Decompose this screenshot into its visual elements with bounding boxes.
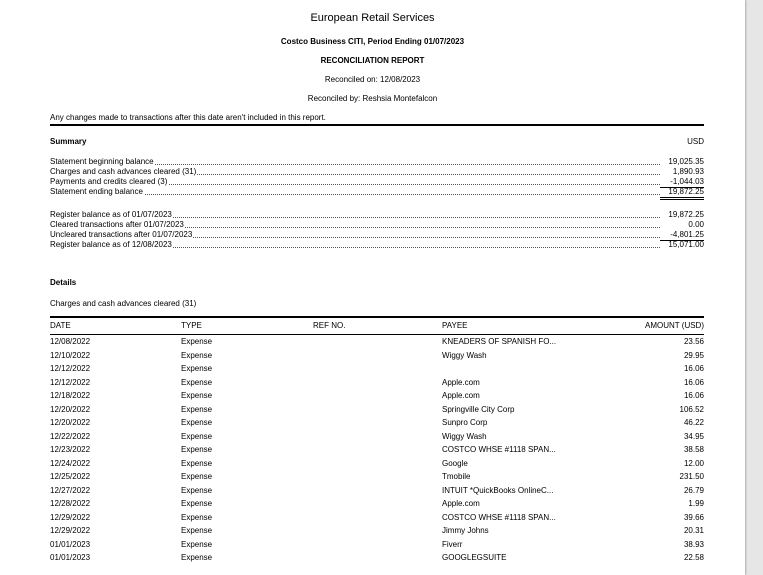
table-row: [50, 430, 704, 444]
cell-type: Expense: [181, 499, 213, 508]
cell-type: Expense: [181, 418, 213, 427]
table-row: [50, 470, 704, 484]
cell-type: Expense: [181, 431, 213, 441]
table-row: [50, 362, 704, 376]
summary-row: [50, 157, 704, 167]
summary-label: Statement beginning balance: [50, 157, 154, 166]
cell-date: 12/29/2022: [50, 512, 91, 522]
cell-date: 01/01/2023: [50, 553, 91, 562]
cell-payee: Apple.com: [442, 391, 480, 400]
cell-date: 12/29/2022: [50, 526, 91, 535]
cell-amount: 1.99: [688, 499, 704, 508]
table-header: [50, 316, 704, 335]
table-row: [50, 349, 704, 363]
cell-type: Expense: [181, 350, 213, 360]
cell-payee: Springville City Corp: [442, 404, 515, 414]
cell-type: Expense: [181, 553, 213, 562]
cell-date: 01/01/2023: [50, 539, 91, 549]
summary-row-total: [50, 187, 704, 197]
cell-amount: 26.79: [683, 485, 704, 495]
currency-label: USD: [687, 137, 704, 146]
cell-payee: Tmobile: [442, 472, 471, 481]
table-row: [50, 457, 704, 471]
cell-date: 12/20/2022: [50, 404, 91, 414]
cell-amount: 29.95: [683, 350, 704, 360]
cell-type: Expense: [181, 445, 213, 454]
table-row: [50, 389, 704, 403]
cell-payee: Wiggy Wash: [442, 350, 487, 360]
cell-amount: 12.00: [683, 458, 704, 468]
cell-date: 12/08/2022: [50, 337, 91, 346]
summary-label: Cleared transactions after 01/07/2023: [50, 220, 184, 229]
cell-date: 12/20/2022: [50, 418, 91, 427]
summary-amount: 0.00: [688, 220, 704, 229]
cell-date: 12/23/2022: [50, 445, 91, 454]
cell-payee: Jimmy Johns: [442, 526, 489, 535]
summary-label: Payments and credits cleared (3): [50, 177, 168, 186]
cell-amount: 106.52: [679, 404, 704, 414]
table-row: [50, 524, 704, 538]
cell-payee: Apple.com: [442, 377, 480, 387]
summary-label: Uncleared transactions after 01/07/2023: [50, 230, 193, 239]
cell-date: 12/25/2022: [50, 472, 91, 481]
reconciled-by: Reconciled by: Reshsia Montefalcon: [307, 94, 438, 103]
summary-amount: 19,872.25: [660, 187, 704, 200]
summary-amount: 19,025.35: [668, 157, 704, 166]
summary-heading: Summary: [50, 137, 87, 146]
summary-row: [50, 167, 704, 177]
report-subtitle: Costco Business CITI, Period Ending 01/07/2023: [280, 37, 465, 46]
summary-label: Register balance as of 01/07/2023: [50, 210, 172, 219]
cell-amount: 16.06: [683, 364, 704, 373]
col-payee: PAYEE: [442, 321, 468, 330]
summary-row: [50, 177, 704, 187]
cell-payee: COSTCO WHSE #1118 SPAN...: [442, 445, 556, 454]
cell-amount: 16.06: [683, 377, 704, 387]
summary-amount: 15,071.00: [668, 240, 704, 249]
cell-payee: KNEADERS OF SPANISH FO...: [442, 337, 557, 346]
report-title: RECONCILIATION REPORT: [320, 56, 425, 65]
cell-payee: INTUIT *QuickBooks OnlineC...: [442, 485, 554, 495]
summary-row: [50, 210, 704, 220]
cell-payee: GOOGLEGSUITE: [442, 553, 507, 562]
notice-divider: [50, 124, 704, 126]
cell-payee: Apple.com: [442, 499, 480, 508]
summary-label: Charges and cash advances cleared (31): [50, 167, 197, 176]
cell-type: Expense: [181, 526, 213, 535]
cell-amount: 39.66: [683, 512, 704, 522]
summary-row-total: [50, 240, 704, 250]
company-name: European Retail Services: [310, 12, 435, 24]
cell-payee: Wiggy Wash: [442, 431, 487, 441]
cell-type: Expense: [181, 539, 213, 549]
cell-payee: Google: [442, 458, 468, 468]
table-row: [50, 376, 704, 390]
cell-date: 12/12/2022: [50, 364, 91, 373]
table-row: [50, 497, 704, 511]
scrollbar[interactable]: [747, 0, 763, 575]
cell-payee: Sunpro Corp: [442, 418, 488, 427]
table-row: [50, 551, 704, 565]
charges-section-title: Charges and cash advances cleared (31): [50, 299, 197, 308]
summary-amount: -1,044.03: [660, 177, 704, 188]
summary-row: [50, 220, 704, 230]
col-amount: AMOUNT (USD): [645, 321, 704, 330]
col-date: DATE: [50, 321, 71, 330]
cell-type: Expense: [181, 512, 213, 522]
cell-type: Expense: [181, 377, 213, 387]
table-row: [50, 335, 704, 349]
summary-amount: -4,801.25: [660, 230, 704, 241]
cell-amount: 16.06: [683, 391, 704, 400]
col-type: TYPE: [181, 321, 202, 330]
details-heading: Details: [50, 278, 77, 287]
cell-date: 12/18/2022: [50, 391, 91, 400]
cell-type: Expense: [181, 337, 213, 346]
table-row: [50, 416, 704, 430]
table-row: [50, 538, 704, 552]
summary-amount: 1,890.93: [672, 167, 704, 176]
transactions-table: [50, 316, 704, 565]
cell-date: 12/10/2022: [50, 350, 91, 360]
cell-payee: COSTCO WHSE #1118 SPAN...: [442, 512, 556, 522]
cell-amount: 23.56: [683, 337, 704, 346]
cell-amount: 46.22: [683, 418, 704, 427]
table-row: [50, 403, 704, 417]
cell-type: Expense: [181, 364, 213, 373]
table-body: [50, 335, 704, 565]
cell-type: Expense: [181, 391, 213, 400]
cell-date: 12/12/2022: [50, 377, 91, 387]
summary-row: [50, 230, 704, 240]
cell-payee: Fiverr: [442, 539, 463, 549]
change-notice: Any changes made to transactions after this date aren't included in this report.: [50, 113, 326, 122]
table-row: [50, 484, 704, 498]
cell-amount: 34.95: [683, 431, 704, 441]
table-row: [50, 511, 704, 525]
cell-type: Expense: [181, 404, 213, 414]
summary-label: Register balance as of 12/08/2023: [50, 240, 172, 249]
cell-type: Expense: [181, 485, 213, 495]
col-ref: REF NO.: [313, 321, 346, 330]
summary-amount: 19,872.25: [668, 210, 704, 219]
cell-date: 12/24/2022: [50, 458, 91, 468]
cell-date: 12/22/2022: [50, 431, 91, 441]
cell-date: 12/27/2022: [50, 485, 91, 495]
cell-amount: 38.93: [683, 539, 704, 549]
cell-amount: 20.31: [683, 526, 704, 535]
cell-amount: 38.58: [683, 445, 704, 454]
summary-label: Statement ending balance: [50, 187, 143, 196]
cell-type: Expense: [181, 458, 213, 468]
cell-date: 12/28/2022: [50, 499, 91, 508]
cell-type: Expense: [181, 472, 213, 481]
cell-amount: 231.50: [679, 472, 704, 481]
table-row: [50, 443, 704, 457]
reconciled-on: Reconciled on: 12/08/2023: [324, 75, 421, 84]
cell-amount: 22.58: [683, 553, 704, 562]
